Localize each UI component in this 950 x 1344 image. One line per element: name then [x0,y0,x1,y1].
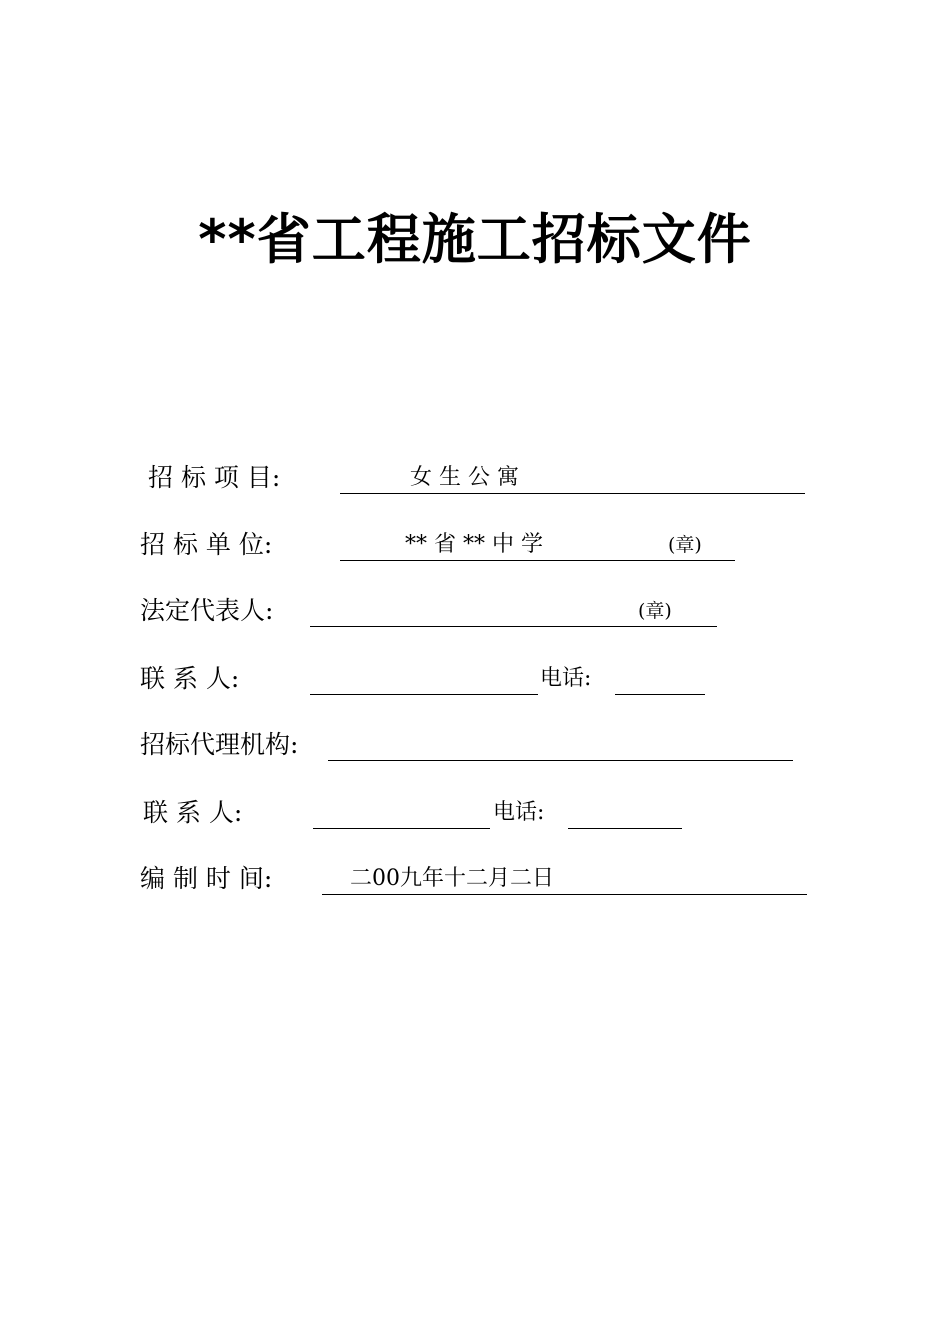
agency-label: 招标代理机构: [140,730,299,759]
compile-time-value: 二00九年十二月二日 [350,866,554,891]
field-row-compile-time [0,859,950,899]
document-title: **省工程施工招标文件 [198,208,752,271]
contact-2-phone-label: 电话: [493,800,545,825]
project-label: 招 标 项 目: [148,463,281,492]
contact-1-phone-label: 电话: [540,666,592,691]
project-value: 女 生 公 寓 [410,465,519,490]
field-row-contact-1 [0,659,950,699]
legal-rep-seal: (章) [638,600,672,622]
field-row-legal-rep [0,591,950,631]
legal-rep-label: 法定代表人: [140,596,274,625]
contact-2-phone-underline [568,828,682,829]
agency-underline [328,760,793,761]
contact-1-label: 联 系 人: [140,664,240,693]
field-row-project [0,458,950,498]
contact-2-label: 联 系 人: [143,798,243,827]
field-row-tender-unit [0,525,950,565]
compile-time-label: 编 制 时 间: [140,864,273,893]
contact-2-underline [313,828,490,829]
contact-1-underline [310,694,538,695]
field-row-contact-2 [0,793,950,833]
tender-unit-seal: (章) [668,534,702,556]
tender-unit-label: 招 标 单 位: [140,530,273,559]
tender-unit-value: ** 省 ** 中 学 [405,532,543,557]
field-row-agency [0,725,950,765]
contact-1-phone-underline [615,694,705,695]
